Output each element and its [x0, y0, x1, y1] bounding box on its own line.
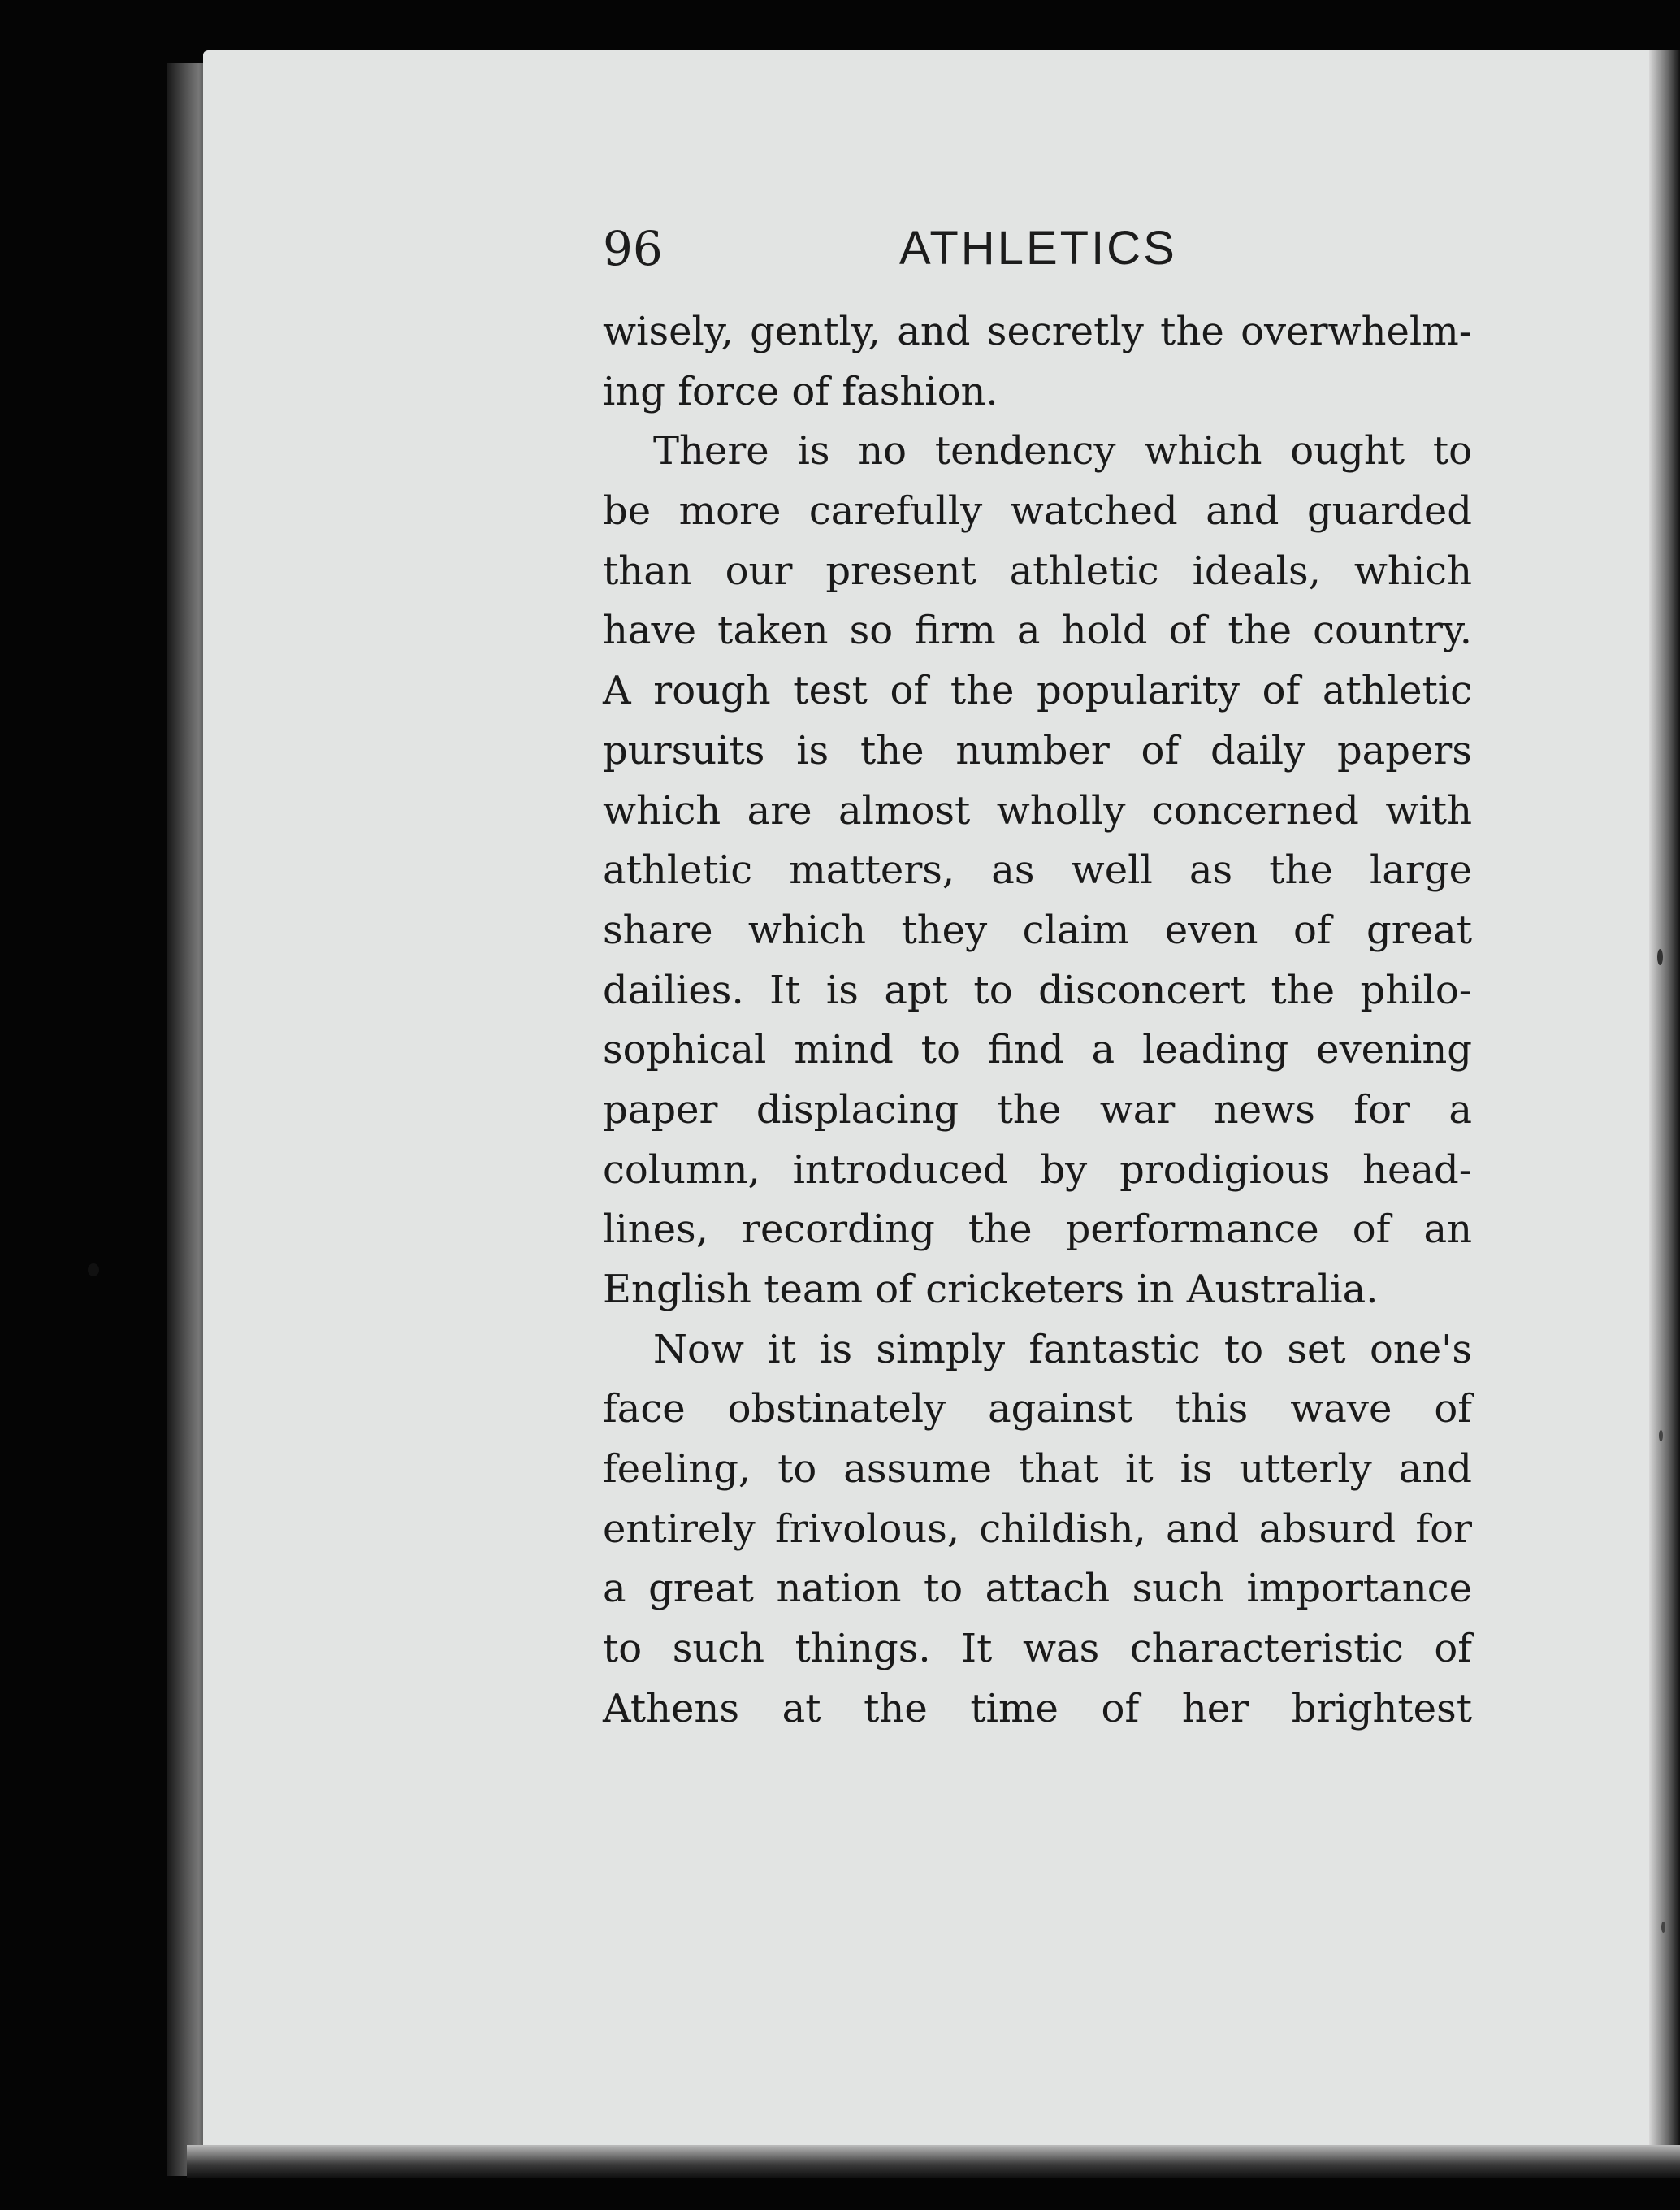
- text-line: A rough test of the popularity of athletic: [603, 668, 1472, 714]
- scan-speck: [1661, 1922, 1665, 1933]
- scan-speck: [1659, 1430, 1663, 1441]
- text-line: wisely, gently, and secretly the overwhelm-: [603, 309, 1472, 354]
- text-line: than our present athletic ideals, which: [603, 548, 1472, 594]
- text-line: There is no tendency which ought to: [653, 428, 1472, 474]
- text-line: share which they claim even of great: [603, 907, 1472, 953]
- page-number: 96: [603, 221, 663, 276]
- text-line: feeling, to assume that it is utterly and: [603, 1446, 1472, 1493]
- text-line: to such things. It was characteristic of: [603, 1626, 1472, 1672]
- text-line: column, introduced by prodigious head-: [603, 1146, 1472, 1193]
- scan-speck: [88, 1263, 99, 1276]
- text-line: entirely frivolous, childish, and absurd for: [603, 1506, 1472, 1552]
- page-edge: [1649, 50, 1680, 2163]
- text-line: face obstinately against this wave of: [603, 1386, 1472, 1432]
- scan-speck: [1657, 949, 1663, 965]
- page-header: [603, 221, 1472, 286]
- text-line: be more carefully watched and guarded: [603, 488, 1472, 535]
- text-line: Athens at the time of her brightest: [603, 1685, 1472, 1731]
- text-line: paper displacing the war news for a: [603, 1086, 1472, 1133]
- text-line: sophical mind to find a leading evening: [603, 1027, 1472, 1073]
- body-text: [603, 302, 1472, 1740]
- text-line: athletic matters, as well as the large: [603, 847, 1472, 894]
- text-line: ing force of fashion.: [603, 368, 998, 414]
- text-line: which are almost wholly concerned with: [603, 787, 1472, 834]
- text-line: lines, recording the performance of an: [603, 1207, 1472, 1253]
- text-line: Now it is simply fantastic to set one's: [653, 1326, 1472, 1372]
- text-line: dailies. It is apt to disconcert the philo-: [603, 967, 1472, 1013]
- page-bottom-edge: [187, 2145, 1680, 2178]
- text-line: a great nation to attach such importance: [603, 1566, 1472, 1612]
- text-line: pursuits is the number of daily papers: [603, 727, 1472, 774]
- text-line: English team of cricketers in Australia.: [603, 1267, 1379, 1312]
- text-line: have taken so firm a hold of the country.: [603, 608, 1472, 654]
- running-head: ATHLETICS: [899, 222, 1177, 275]
